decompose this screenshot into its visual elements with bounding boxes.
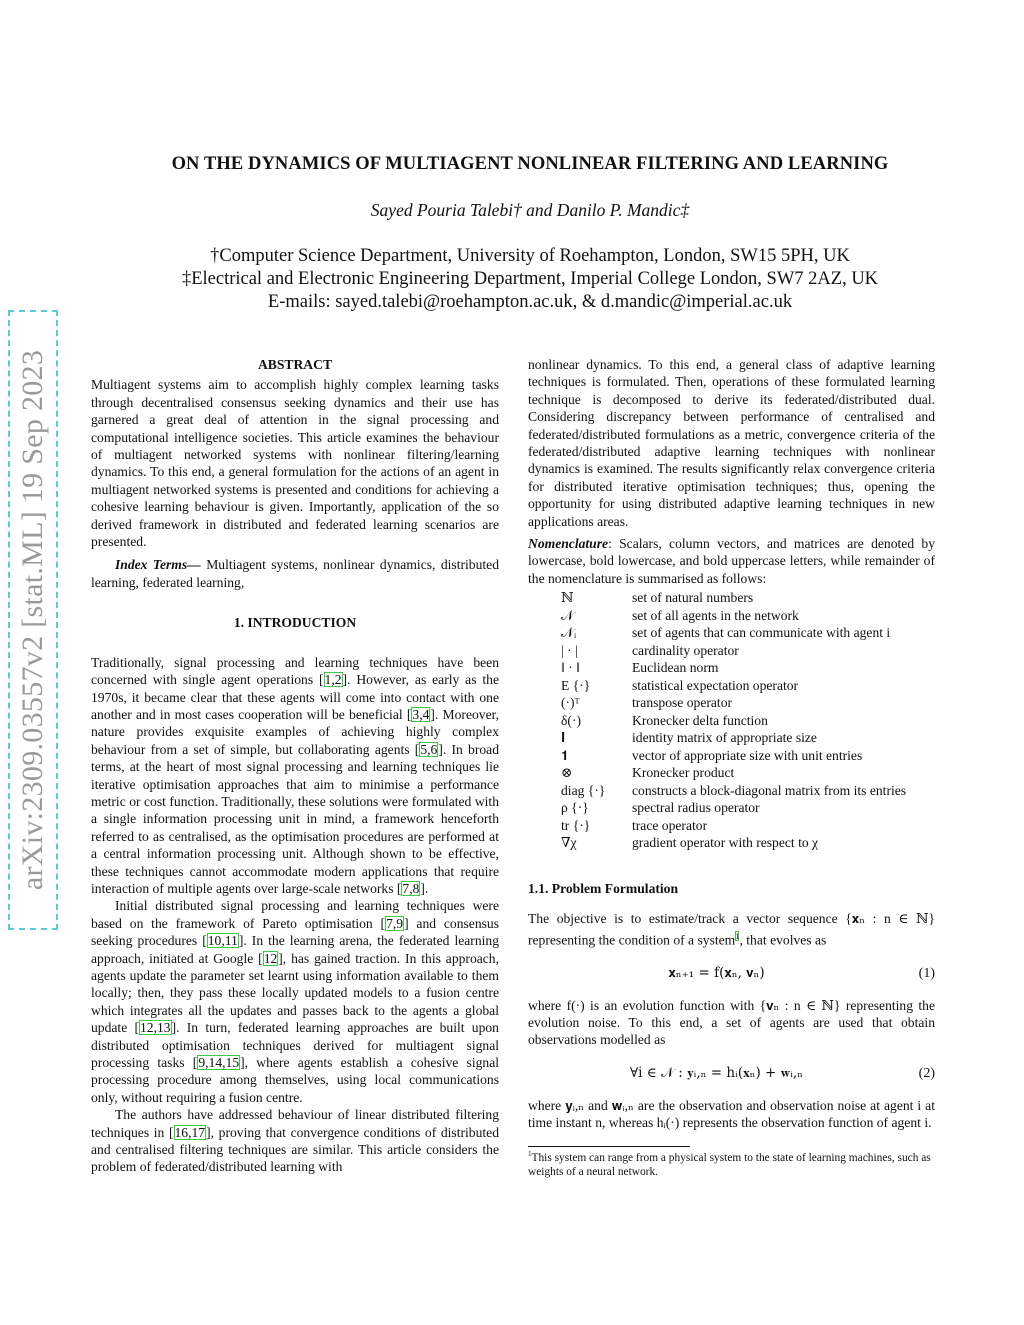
nomenclature-desc: set of natural numbers — [632, 590, 754, 606]
footnote-ref[interactable]: 1 — [735, 930, 740, 941]
intro-paragraph-2 — [91, 897, 499, 1106]
citation-link[interactable]: 1,2 — [324, 672, 342, 688]
nomenclature-desc: spectral radius operator — [632, 800, 760, 816]
text-run: ]. However, as early as the 1970s, it became clear that these agents will come into contact with one another and in most cases cooperation will be beneficial [ — [91, 672, 499, 722]
nomenclature-item — [561, 659, 935, 677]
equation-2-body: ∀i ∈ 𝒩 : 𝐲ᵢ,ₙ = hᵢ(𝐱ₙ) + 𝐰ᵢ,ₙ — [629, 1065, 803, 1082]
nomenclature-item — [561, 607, 935, 625]
nomenclature-item — [561, 764, 935, 782]
text-run: The objective is to estimate/track a vector sequence {𝐱ₙ : n ∈ ℕ} representing the condition of a system — [528, 911, 935, 948]
footnote — [528, 1147, 935, 1180]
text-run: ]. In broad terms, at the heart of most signal processing and learning techniques lie iterative optimisation approaches that aim to minimise a performance metric or cost function. Traditionally, these solutions were formulated with a single information processing unit in mind, a framework henceforth referred to as centralised, as the optimisation procedures are performed at a central information processing unit. Although shown to be effective, these techniques cannot accommodate modern applications that require interaction of multiple agents over large-scale networks [ — [91, 741, 499, 896]
index-terms-label: Index Terms— — [115, 557, 201, 573]
citation-link[interactable]: 5,6 — [420, 741, 438, 757]
abstract-heading: ABSTRACT — [257, 357, 333, 372]
nomenclature-desc: transpose operator — [632, 695, 733, 711]
text-run: ], has gained traction. In this approach, agents update the parameter set learnt using information available to them locally; then, they pass these locally updated models to a fusion centre which integrates all the updates and passes back to the agents a global update [ — [91, 950, 499, 1036]
nomenclature-desc: gradient operator with respect to χ — [632, 835, 819, 851]
nomenclature-item — [561, 834, 935, 852]
affiliation-1: †Computer Science Department, University of Roehampton, London, SW15 5PH, UK — [210, 246, 850, 266]
paper-title: ON THE DYNAMICS OF MULTIAGENT NONLINEAR FILTERING AND LEARNING — [171, 154, 889, 174]
nomenclature-desc: identity matrix of appropriate size — [632, 730, 817, 746]
introduction-heading: 1. INTRODUCTION — [233, 615, 357, 631]
nomenclature-desc: set of agents that can communicate with agent i — [632, 625, 891, 641]
nomenclature-symbol: diag {·} — [561, 782, 606, 798]
nomenclature-symbol: 𝐈 — [561, 730, 566, 746]
nomenclature-item — [561, 817, 935, 835]
nomenclature-list — [561, 589, 935, 852]
nomenclature-symbol: ⊗ — [561, 765, 573, 781]
nomenclature-desc: Euclidean norm — [632, 660, 719, 676]
nomenclature-symbol: (·)ᵀ — [561, 695, 580, 711]
nomenclature-item — [561, 782, 935, 800]
citation-link[interactable]: 16,17 — [174, 1124, 206, 1140]
problem-paragraph-2: where f(·) is an evolution function with {𝐯ₙ : n ∈ ℕ} representing the evolution noise. To this end, a set of agents are used that obtain observations modelled as — [528, 997, 935, 1048]
nomenclature-item — [561, 729, 935, 747]
nomenclature-desc: statistical expectation operator — [632, 677, 799, 693]
text-run: Traditionally, signal processing and learning techniques have been concerned with single agent operations [ — [91, 654, 499, 688]
nomenclature-symbol: ‖ · ‖ — [561, 660, 580, 676]
nomenclature-label: Nomenclature — [528, 536, 609, 552]
nomenclature-desc: vector of appropriate size with unit entries — [632, 747, 863, 763]
left-column — [91, 356, 499, 1176]
nomenclature-item — [561, 589, 935, 607]
nomenclature-item — [561, 624, 935, 642]
arxiv-stamp — [8, 310, 58, 930]
equation-1 — [528, 959, 935, 989]
nomenclature-symbol: tr {·} — [561, 817, 591, 833]
text-run: ], proving that convergence conditions of distributed and centralised filtering techniques are similar. This article considers the problem of federated/distributed learning with — [91, 1124, 500, 1175]
nomenclature-symbol: 𝒩 — [561, 607, 575, 623]
citation-link[interactable]: 12,13 — [140, 1020, 171, 1036]
nomenclature-symbol: ∇χ — [561, 835, 577, 851]
text-run: ], where agents establish a cohesive signal processing procedure among themselves, using local communications only, without requiring a fusion centre. — [91, 1055, 499, 1105]
right-column — [528, 356, 935, 1180]
arxiv-stamp-text: arXiv:2309.03557v2 [stat.ML] 19 Sep 2023 — [16, 349, 49, 891]
nomenclature-intro-text: : Scalars, column vectors, and matrices are denoted by lowercase, bold lowercase, and bold uppercase letters, while remainder of the nomenclature is summarised as follows: — [528, 536, 935, 586]
nomenclature-symbol: ℕ — [561, 590, 574, 606]
text-run: ]. In the learning arena, the federated learning approach, initiated at Google [ — [91, 933, 499, 966]
nomenclature-desc: set of all agents in the network — [632, 607, 799, 623]
citation-link[interactable]: 9,14,15 — [198, 1055, 240, 1071]
nomenclature-symbol: E {·} — [561, 677, 591, 693]
equation-1-number: (1) — [918, 965, 935, 981]
nomenclature-desc: cardinality operator — [632, 642, 739, 658]
text-run: Initial distributed signal processing and learning techniques were based on the framework of Pareto optimisation [ — [91, 898, 499, 931]
text-run: ] and consensus seeking procedures [ — [91, 915, 499, 949]
text-run: ]. — [420, 880, 429, 896]
nomenclature-symbol: 𝟏 — [561, 747, 569, 763]
nomenclature-desc: Kronecker product — [632, 765, 735, 781]
nomenclature-desc: constructs a block-diagonal matrix from its entries — [632, 782, 907, 798]
nomenclature-item — [561, 677, 935, 695]
nomenclature-desc: trace operator — [632, 817, 708, 833]
nomenclature-desc: Kronecker delta function — [632, 712, 768, 728]
nomenclature-item — [561, 694, 935, 712]
equation-2-number: (2) — [918, 1066, 935, 1082]
affiliation-2: ‡Electrical and Electronic Engineering Department, Imperial College London, SW7 2AZ, UK — [181, 269, 879, 289]
nomenclature-item — [561, 799, 935, 817]
intro-paragraph-3 — [91, 1106, 499, 1176]
index-terms-text: Multiagent systems, nonlinear dynamics, distributed learning, federated learning, — [91, 557, 499, 590]
problem-paragraph-1 — [528, 910, 935, 948]
footnote-mark: 1 — [528, 1149, 532, 1158]
nomenclature-symbol: 𝒩ᵢ — [561, 625, 577, 641]
index-terms — [91, 556, 499, 591]
equation-1-body: 𝐱ₙ₊₁ = f(𝐱ₙ, 𝐯ₙ) — [668, 964, 765, 981]
citation-link[interactable]: 3,4 — [412, 706, 430, 722]
problem-formulation-heading: 1.1. Problem Formulation — [528, 880, 679, 896]
abstract-text: Multiagent systems aim to accomplish highly complex learning tasks through decentralised consensus seeking dynamics and their use has garnered a great deal of attention in the signal processing and computational intelligence societies. This article examines the behaviour of multiagent networked systems with nonlinear filtering/learning dynamics. To this end, a general formulation for the actions of an agent in multiagent networked systems is presented and conditions for achieving a cohesive learning behaviour is given. Importantly, application of the so derived framework in distributed and federated learning scenarios are presented. — [91, 377, 499, 550]
citation-link[interactable]: 12 — [263, 950, 278, 966]
nomenclature-item — [561, 642, 935, 660]
paper-authors: Sayed Pouria Talebi† and Danilo P. Mandic‡ — [370, 200, 690, 220]
intro-paragraph-1 — [91, 654, 499, 898]
text-run: ]. In turn, federated learning approaches are built upon distributed optimisation techniques derived for multiagent signal processing tasks [ — [91, 1020, 499, 1071]
nomenclature-intro — [528, 535, 935, 587]
text-run: ]. Moreover, nature provides exquisite examples of achieving highly complex behaviour from a set of simple, but collaborating agents [ — [91, 706, 499, 757]
footnote-text: This system can range from a physical system to the state of learning machines, such as weights of a neural network. — [528, 1151, 931, 1178]
affiliation-emails: E-mails: sayed.talebi@roehampton.ac.uk, & d.mandic@imperial.ac.uk — [267, 292, 793, 312]
equation-2 — [528, 1059, 935, 1089]
nomenclature-item — [561, 747, 935, 765]
problem-paragraph-3: where 𝐲ᵢ,ₙ and 𝐰ᵢ,ₙ are the observation and observation noise at agent i at time instant n, whereas hᵢ(·) represents the observation function of agent i. — [528, 1097, 935, 1131]
text-run: The authors have addressed behaviour of linear distributed filtering techniques in [ — [91, 1107, 499, 1140]
citation-link[interactable]: 10,11 — [207, 933, 238, 949]
text-run: , that evolves as — [739, 932, 827, 948]
nomenclature-symbol: δ(·) — [561, 712, 581, 728]
citation-link[interactable]: 7,8 — [402, 880, 420, 896]
nomenclature-symbol: ρ {·} — [561, 800, 589, 816]
intro-continued: nonlinear dynamics. To this end, a general class of adaptive learning techniques is formulated. Then, operations of these formulated learning technique is decomposed to derive its federated/distributed dual. Considering discrepancy between performance of centralised and federated/distributed formulations as a metric, convergence criteria of the federated/distributed adaptive learning techniques with nonlinear dynamics is examined. The results significantly relax convergence criteria for distributed iterative optimisation techniques; thus, opening the opportunity for using distributed adaptive learning techniques in new applications areas. — [528, 357, 935, 529]
nomenclature-symbol: | · | — [561, 642, 578, 658]
citation-link[interactable]: 7,9 — [386, 915, 404, 931]
nomenclature-item — [561, 712, 935, 730]
